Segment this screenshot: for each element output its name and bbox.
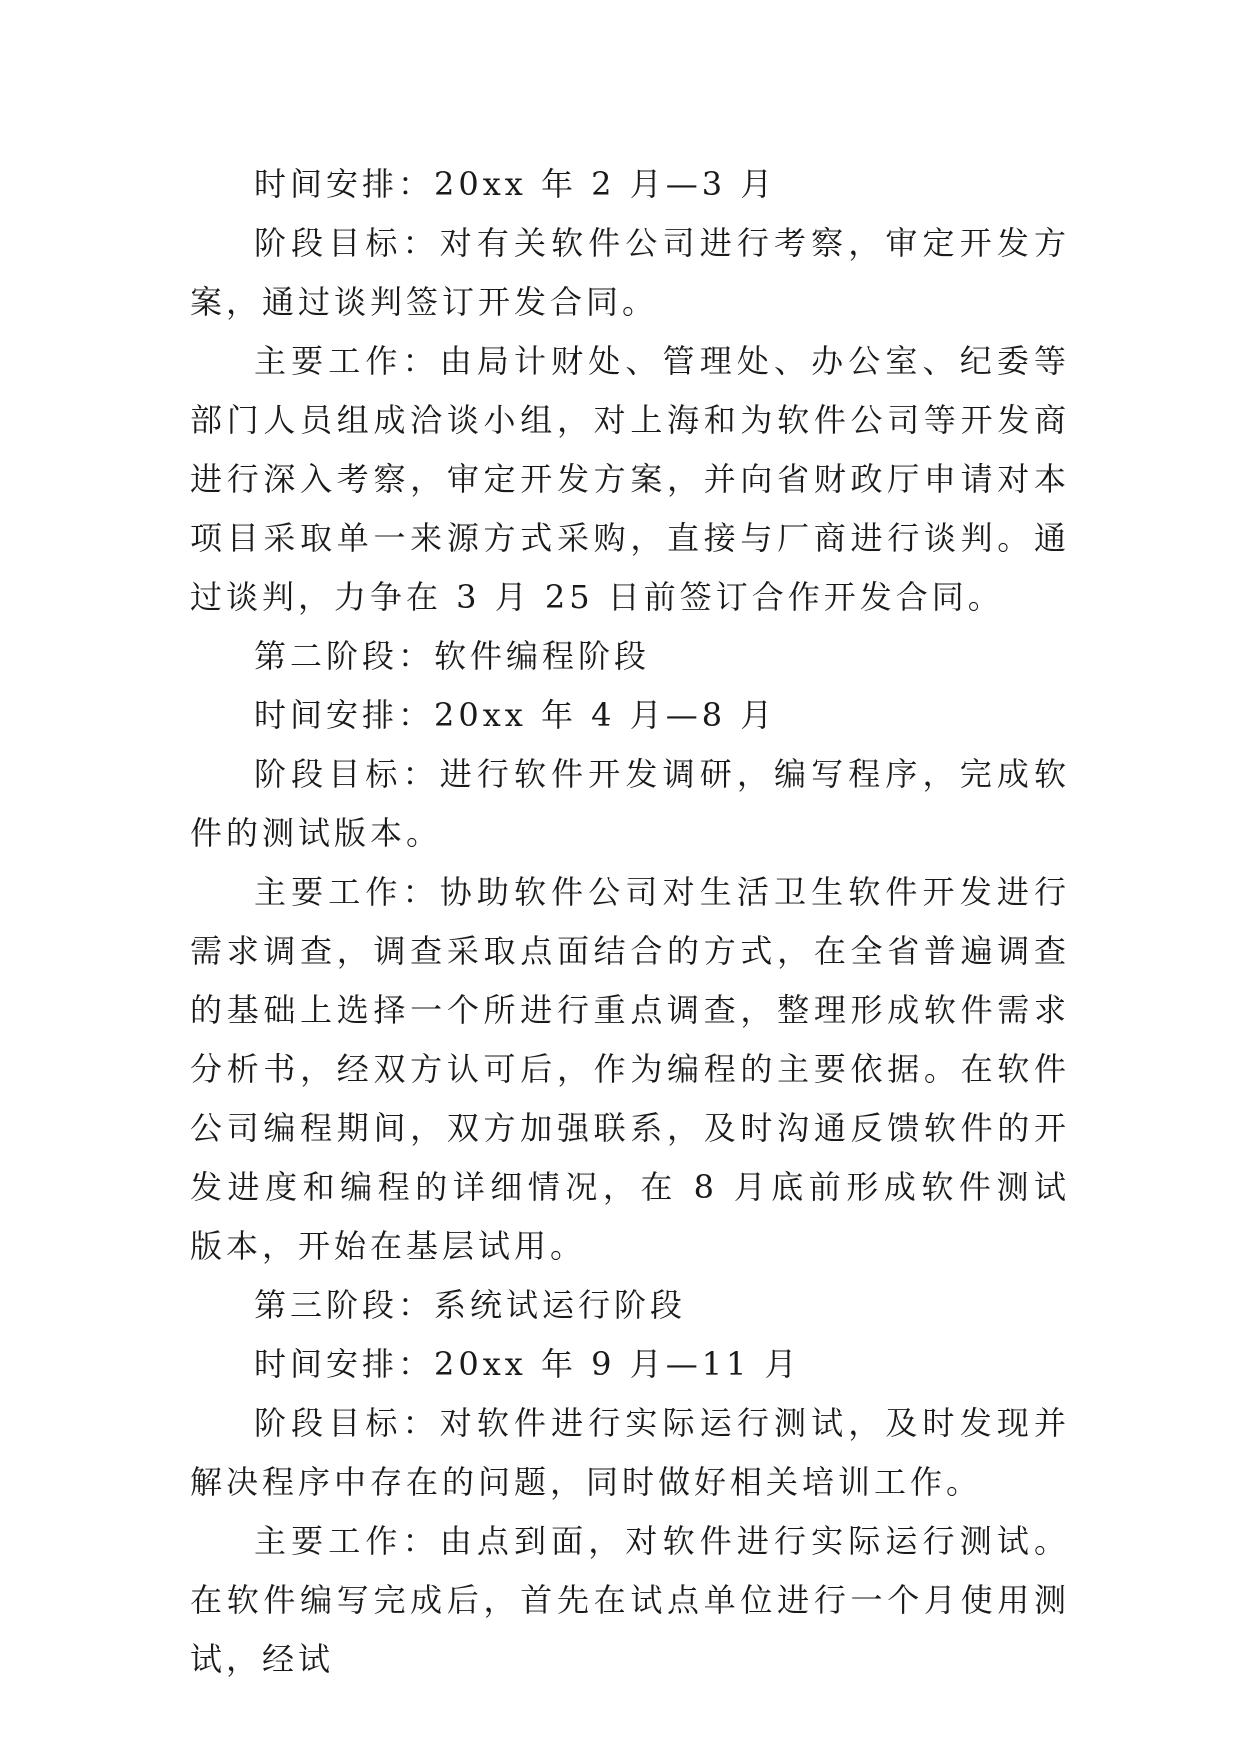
paragraph-schedule-phase-3: 时间安排：20xx 年 9 月—11 月 [254, 1345, 801, 1383]
paragraph-goal-phase-3: 阶段目标：对软件进行实际运行测试，及时发现并解决程序中存在的问题，同时做好相关培训工作。 [190, 1404, 1070, 1501]
paragraph-goal-phase-2: 阶段目标：进行软件开发调研，编写程序，完成软件的测试版本。 [190, 755, 1070, 852]
paragraph-schedule-phase-2: 时间安排：20xx 年 4 月—8 月 [254, 696, 777, 734]
paragraph-work-phase-1: 主要工作：由局计财处、管理处、办公室、纪委等部门人员组成洽谈小组，对上海和为软件公司等开发商进行深入考察，审定开发方案，并向省财政厅申请对本项目采取单一来源方式采购，直接与厂商进行谈判。通过谈判，力争在 3 月 25 日前签订合作开发合同。 [190, 342, 1070, 616]
heading-phase-2: 第二阶段：软件编程阶段 [254, 637, 651, 675]
paragraph-work-phase-2: 主要工作：协助软件公司对生活卫生软件开发进行需求调查，调查采取点面结合的方式，在全省普遍调查的基础上选择一个所进行重点调查，整理形成软件需求分析书，经双方认可后，作为编程的主要依据。在软件公司编程期间，双方加强联系，及时沟通反馈软件的开发进度和编程的详细情况，在 8 月底前形成软件测试版本，开始在基层试用。 [190, 873, 1070, 1265]
paragraph-goal-phase-1: 阶段目标：对有关软件公司进行考察，审定开发方案，通过谈判签订开发合同。 [190, 224, 1070, 321]
paragraph-schedule-phase-1: 时间安排：20xx 年 2 月—3 月 [254, 165, 777, 203]
document-body [190, 155, 1070, 1689]
heading-phase-3: 第三阶段：系统试运行阶段 [254, 1286, 687, 1324]
paragraph-work-phase-3: 主要工作：由点到面，对软件进行实际运行测试。在软件编写完成后，首先在试点单位进行一个月使用测试，经试 [190, 1522, 1070, 1678]
